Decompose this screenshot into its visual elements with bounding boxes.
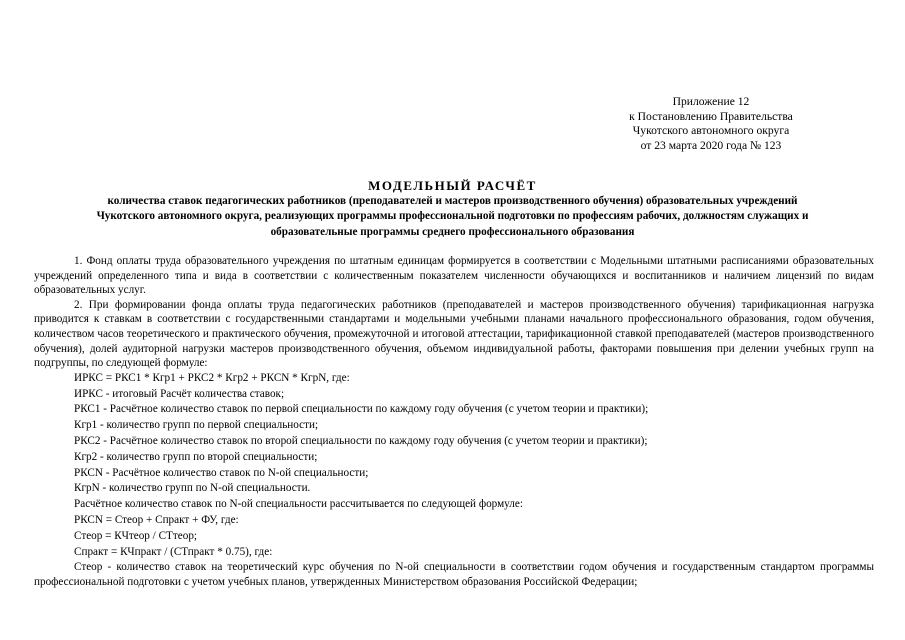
- definition-line: ИРКС - итоговый Расчёт количества ставок;: [74, 387, 285, 400]
- definition-line: РКС2 - Расчётное количество ставок по второй специальности по каждому году обучения (с учетом теории и практики);: [74, 434, 648, 447]
- text-line: Расчётное количество ставок по N-ой специальности рассчитывается по следующей формуле:: [74, 498, 523, 511]
- appendix-line: к Постановлению Правительства: [629, 109, 793, 123]
- definition-line: РКС1 - Расчётное количество ставок по первой специальности по каждому году обучения (с учетом теории и практики);: [74, 403, 649, 416]
- definition-line: РКСN - Расчётное количество ставок по N-ой специальности;: [74, 466, 369, 479]
- formula-line: Спракт = КЧпракт / (СТпракт * 0.75), где:: [74, 545, 273, 558]
- formula-line: Стеор = КЧтеор / СТтеор;: [74, 529, 198, 542]
- subtitle-line: количества ставок педагогических работников (преподавателей и мастеров производственного обучения) образовательных учреждений: [107, 195, 798, 207]
- subtitle-line: образовательные программы среднего профессионального образования: [270, 225, 635, 238]
- definition-line: Кгр1 - количество групп по первой специальности;: [74, 419, 319, 432]
- paragraph-2: 2. При формировании фонда оплаты труда педагогических работников (преподавателей и мастеров производственного обучения) тарификационная нагрузка приводится к ставкам в соответствии с государственными стандартами и модельными учебными планами начального профессионального образования, годом обучения, количеством часов теоретического и практического обучения, промежуточной и итоговой аттестации, тарификационной ставкой преподавателей (мастеров производственного обучения), долей аудиторной нагрузки мастеров производственного обучения, объемом индивидуальной работы, факторами повышения при делении учебных групп на подгруппы, по следующей формуле:: [34, 298, 874, 370]
- document-body: [34, 254, 874, 590]
- formula-line: ИРКС = РКС1 * Кгр1 + РКС2 * Кгр2 + РКСN * КгрN, где:: [74, 371, 350, 384]
- paragraph-1: 1. Фонд оплаты труда образовательного учреждения по штатным единицам формируется в соответствии с Модельными штатными расписаниями образовательных учреждений определенного типа и вида в соответствии с количественным показателем численности обучающихся и воспитанников и наличием лицензий по видам образовательных услуг.: [34, 255, 874, 297]
- appendix-header: [596, 95, 826, 153]
- definition-line: Кгр2 - количество групп по второй специальности;: [74, 450, 318, 463]
- appendix-line: от 23 марта 2020 года № 123: [640, 138, 782, 152]
- paragraph-last: Стеор - количество ставок на теоретический курс обучения по N-ой специальности в соответствии годом обучения и государственным стандартом программы профессиональной подготовки с учетом учебных планов, утвержденных Министерством образования Российской Федерации;: [34, 561, 874, 588]
- appendix-line: Чукотского автономного округа: [632, 124, 790, 138]
- subtitle-line: Чукотского автономного округа, реализующих программы профессиональной подготовки по профессиям рабочих, должностям служащих и: [96, 210, 809, 223]
- appendix-line: Приложение 12: [672, 95, 750, 108]
- document-subtitle: [20, 194, 885, 240]
- document-title: МОДЕЛЬНЫЙ РАСЧЁТ: [368, 178, 537, 193]
- definition-line: КгрN - количество групп по N-ой специальности.: [74, 482, 311, 495]
- formula-line: РКСN = Стеор + Спракт + ФУ, где:: [74, 513, 239, 526]
